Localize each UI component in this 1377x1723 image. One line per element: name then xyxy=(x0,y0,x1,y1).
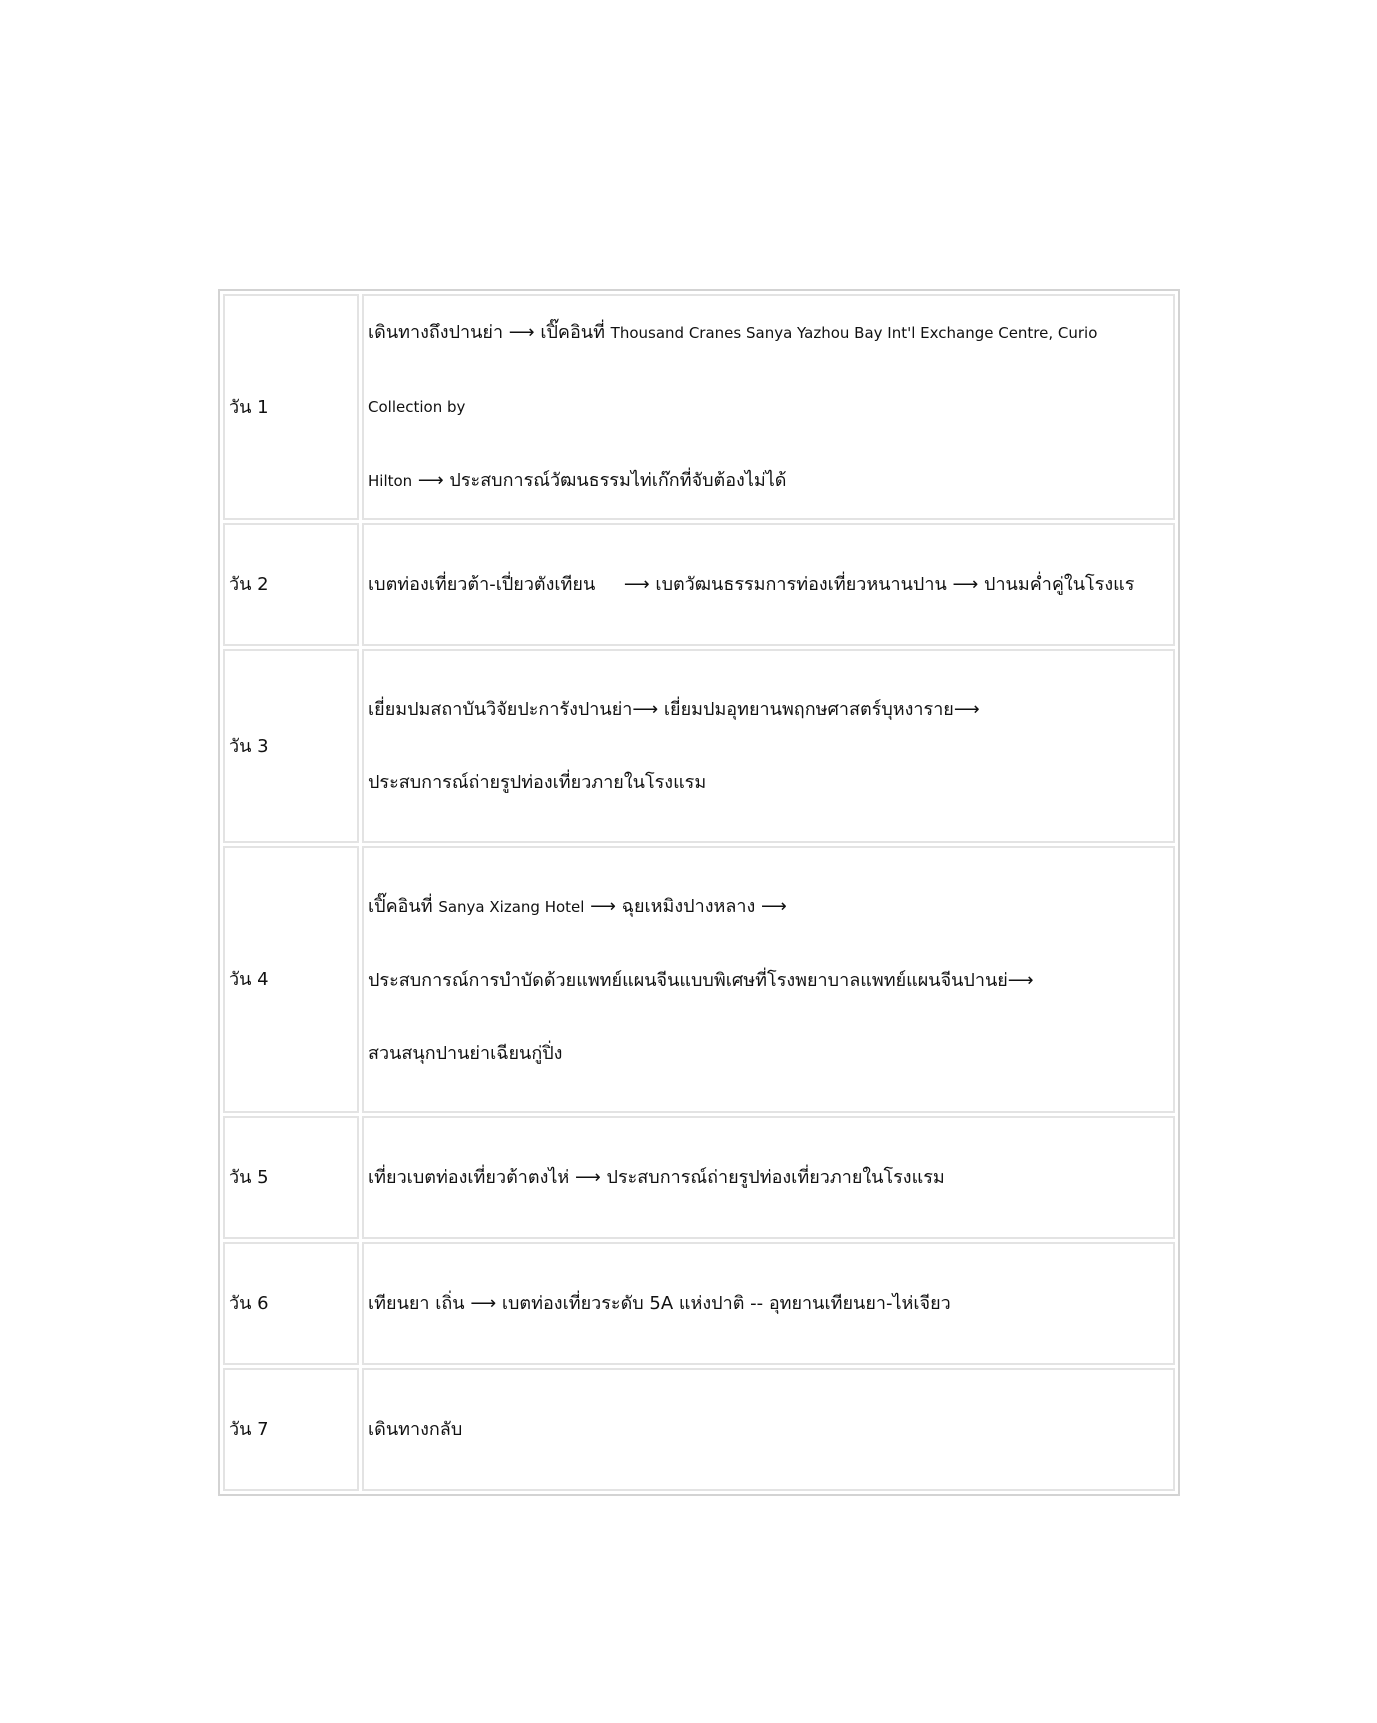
plan-text: ⟶ ฉุยเหมิงปางหลาง ⟶ xyxy=(584,895,787,917)
day-label: วัน 3 xyxy=(223,649,359,843)
hotel-name: Hilton xyxy=(368,472,413,490)
table-row xyxy=(223,294,1175,520)
plan-cell xyxy=(362,649,1175,843)
plan-cell xyxy=(362,1116,1175,1239)
table-row xyxy=(223,1116,1175,1239)
plan-line xyxy=(368,746,1169,819)
plan-text: เยี่ยมปมสถาบันวิจัยปะการังปานย่า⟶ เยี่ยมปมอุทยานพฤกษศาสตร์บุหงาราย⟶ xyxy=(368,699,980,720)
table-row xyxy=(223,1242,1175,1365)
itinerary-table xyxy=(218,289,1180,1496)
plan-line xyxy=(368,870,1169,944)
table-row xyxy=(223,649,1175,843)
plan-text: ประสบการณ์การบำบัดด้วยแพทย์แผนจีนแบบพิเศษที่โรงพยาบาลแพทย์แผนจีนปานย่⟶ xyxy=(368,969,1034,991)
plan-line xyxy=(368,296,1169,444)
hotel-name: Thousand Cranes Sanya Yazhou Bay Int'l Exchange Centre, Curio Collection by xyxy=(368,324,1098,416)
plan-line xyxy=(368,548,1169,621)
day-label: วัน 2 xyxy=(223,523,359,646)
plan-text: เปิ๊คอินที่ xyxy=(368,895,439,917)
plan-cell xyxy=(362,1368,1175,1491)
plan-line xyxy=(368,1267,1169,1340)
plan-line xyxy=(368,1141,1169,1214)
plan-line xyxy=(368,1393,1169,1466)
plan-text: ⟶ ประสบการณ์วัฒนธรรมไท่เก๊กที่จับต้องไม่ได้ xyxy=(412,470,787,491)
day-label: วัน 4 xyxy=(223,846,359,1113)
plan-cell xyxy=(362,1242,1175,1365)
table-row xyxy=(223,1368,1175,1491)
plan-text: สวนสนุกปานย่าเฉียนกู่ปิ่ง xyxy=(368,1042,563,1064)
plan-cell xyxy=(362,523,1175,646)
plan-text: เบตท่องเที่ยวต้า-เปี่ยวตังเทียน ⟶ เบตวัฒนธรรมการท่องเที่ยวหนานปาน ⟶ ปานมค่ำคู่ในโรงแร xyxy=(368,574,1135,595)
plan-line xyxy=(368,444,1169,518)
day-label: วัน 5 xyxy=(223,1116,359,1239)
plan-text: เดินทางกลับ xyxy=(368,1419,463,1440)
day-label: วัน 7 xyxy=(223,1368,359,1491)
table-row xyxy=(223,523,1175,646)
hotel-name: Sanya Xizang Hotel xyxy=(438,897,585,916)
plan-text: ประสบการณ์ถ่ายรูปท่องเที่ยวภายในโรงแรม xyxy=(368,772,707,793)
plan-line xyxy=(368,944,1169,1017)
plan-text: เดินทางถึงปานย่า ⟶ เปิ๊คอินที่ xyxy=(368,322,611,343)
table-row xyxy=(223,846,1175,1113)
day-label: วัน 1 xyxy=(223,294,359,520)
plan-line xyxy=(368,1017,1169,1090)
day-label: วัน 6 xyxy=(223,1242,359,1365)
plan-cell xyxy=(362,846,1175,1113)
plan-text: เทียนยา เถิ่น ⟶ เบตท่องเที่ยวระดับ 5A แห่งปาติ -- อุทยานเทียนยา-ไห่เจียว xyxy=(368,1293,951,1314)
plan-cell xyxy=(362,294,1175,520)
plan-text: เที่ยวเบตท่องเที่ยวต้าตงไห่ ⟶ ประสบการณ์ถ่ายรูปท่องเที่ยวภายในโรงแรม xyxy=(368,1167,945,1188)
plan-line xyxy=(368,673,1169,746)
